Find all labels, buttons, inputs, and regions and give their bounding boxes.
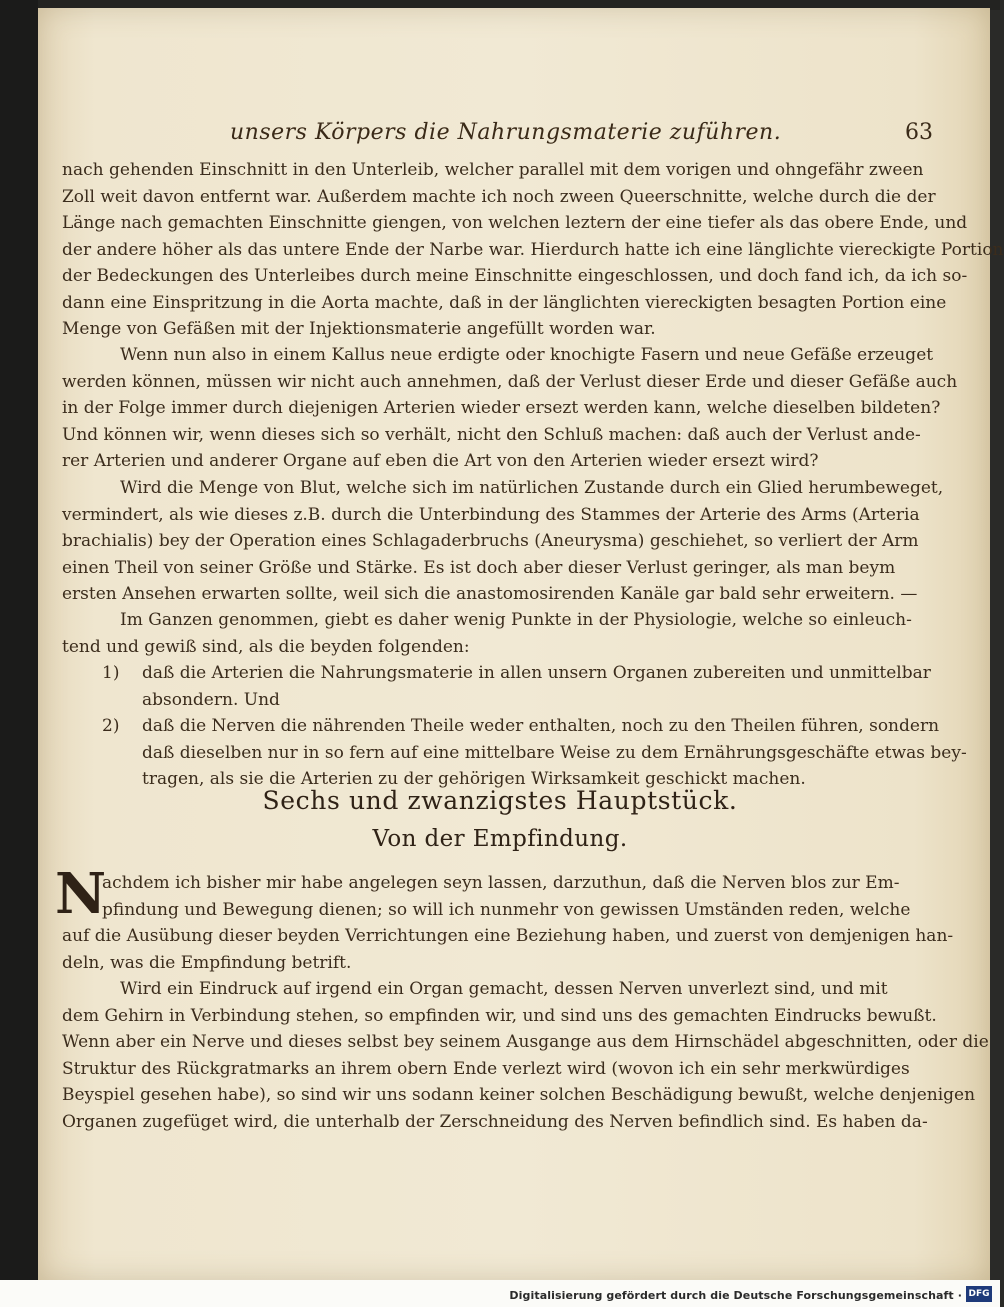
text-line: daß die Nerven die nährenden Theile weder enthalten, noch zu den Theilen führen, sondern xyxy=(142,716,940,736)
text-line: Wenn aber ein Nerve und dieses selbst bey seinem Ausgange aus dem Hirnschädel abgeschnitten, oder die xyxy=(62,1032,989,1052)
text-line: vermindert, als wie dieses z.B. durch die Unterbindung des Stammes der Arterie des Arms (Arteria xyxy=(62,504,920,525)
text-line: Menge von Gefäßen mit der Injektionsmaterie angefüllt worden war. xyxy=(62,319,656,339)
running-head: unsers Körpers die Nahrungsmaterie zuführen. xyxy=(230,120,782,145)
paragraph-intro xyxy=(62,870,954,976)
text-line: Zoll weit davon entfernt war. Außerdem machte ich noch zween Queerschnitte, welche durch die der xyxy=(62,186,936,207)
text-line: Struktur des Rückgratmarks an ihrem obern Ende verlezt wird (wovon ich ein sehr merkwürdiges xyxy=(62,1058,910,1079)
text-line: auf die Ausübung dieser beyden Verrichtungen eine Beziehung haben, und zuerst von demjenigen han- xyxy=(62,926,954,946)
text-line: Wenn nun also in einem Kallus neue erdigte oder knochigte Fasern und neue Gefäße erzeuget xyxy=(120,345,934,365)
text-line: einen Theil von seiner Größe und Stärke. Es ist doch aber dieser Verlust geringer, als man beym xyxy=(62,557,896,578)
paragraph-impression xyxy=(62,976,989,1135)
text-line: deln, was die Empfindung betrift. xyxy=(62,952,352,973)
text-line: dann eine Einspritzung in die Aorta machte, daß in der länglichten viereckigten besagten Portion eine xyxy=(62,292,947,313)
chapter-subtitle: Von der Empfindung. xyxy=(372,826,628,852)
text-line: Beyspiel gesehen habe), so sind wir uns sodann keiner solchen Beschädigung bewußt, welche denjenigen xyxy=(62,1085,976,1105)
text-line: ersten Ansehen erwarten sollte, weil sich die anastomosirenden Kanäle gar bald sehr erweitern. — xyxy=(62,584,918,604)
text-line: tragen, als sie die Arterien zu der gehörigen Wirksamkeit geschickt machen. xyxy=(142,769,806,789)
chapter-title: Sechs und zwanzigstes Hauptstück. xyxy=(262,786,738,815)
list-number: 2) xyxy=(102,716,120,736)
text-line: der andere höher als das untere Ende der Narbe war. Hierdurch hatte ich eine länglichte viereckigte Portion xyxy=(62,239,1004,260)
text-line: daß dieselben nur in so fern auf eine mittelbare Weise zu dem Ernährungsgeschäfte etwas bey- xyxy=(142,742,967,763)
drop-cap: N xyxy=(55,861,107,927)
text-line: rer Arterien und anderer Organe auf eben die Art von den Arterien wieder ersezt wird? xyxy=(62,451,819,471)
text-line: Wird die Menge von Blut, welche sich im natürlichen Zustande durch ein Glied herumbeweget, xyxy=(120,478,944,498)
text-line: daß die Arterien die Nahrungsmaterie in allen unsern Organen zubereiten und unmittelbar xyxy=(142,663,931,683)
text-line: achdem ich bisher mir habe angelegen seyn lassen, darzuthun, daß die Nerven blos zur Em- xyxy=(102,873,900,893)
text-line: tend und gewiß sind, als die beyden folgenden: xyxy=(62,636,470,657)
text-line: dem Gehirn in Verbindung stehen, so empfinden wir, und sind uns des gemachten Eindrucks bewußt. xyxy=(62,1005,937,1026)
text-line: brachialis) bey der Operation eines Schlagaderbruchs (Aneurysma) geschiehet, so verliert der Arm xyxy=(62,531,919,551)
text-line: der Bedeckungen des Unterleibes durch meine Einschnitte eingeschlossen, und doch fand ich, da ich so- xyxy=(62,266,968,286)
paragraph-continuation xyxy=(62,157,1004,343)
text-line: Organen zugefüget wird, die unterhalb der Zerschneidung des Nerven befindlich sind. Es haben da- xyxy=(62,1111,928,1132)
scan-frame-left xyxy=(0,0,38,1307)
list-item xyxy=(62,713,940,740)
dfg-logo: DFG xyxy=(966,1286,992,1302)
text-line: Länge nach gemachten Einschnitte giengen, von welchen leztern der eine tiefer als das obere Ende, und xyxy=(62,213,968,233)
funding-credit: Digitalisierung gefördert durch die Deutsche Forschungsgemeinschaft · xyxy=(509,1289,962,1302)
text-line: nach gehenden Einschnitt in den Unterleib, welcher parallel mit dem vorigen und ohngefähr zween xyxy=(62,160,924,180)
text-line: Im Ganzen genommen, giebt es daher wenig Punkte in der Physiologie, welche so einleuch- xyxy=(120,610,912,630)
text-line: Und können wir, wenn dieses sich so verhält, nicht den Schluß machen: daß auch der Verlust ande- xyxy=(62,424,921,445)
list-item xyxy=(62,660,931,687)
text-line: werden können, müssen wir nicht auch annehmen, daß der Verlust dieser Erde und dieser Gefäße auch xyxy=(62,371,958,392)
list-number: 1) xyxy=(102,663,120,683)
numbered-list xyxy=(62,660,967,793)
text-line: Wird ein Eindruck auf irgend ein Organ gemacht, dessen Nerven unverlezt sind, und mit xyxy=(120,979,888,999)
page-number: 63 xyxy=(905,120,933,145)
paragraph-kallus xyxy=(62,342,958,475)
paragraph-summary xyxy=(62,607,912,660)
text-line: pfindung und Bewegung dienen; so will ich nunmehr von gewissen Umständen reden, welche xyxy=(102,899,911,920)
paragraph-blood xyxy=(62,475,944,608)
text-line: absondern. Und xyxy=(142,689,280,710)
text-line: in der Folge immer durch diejenigen Arterien wieder ersezt werden kann, welche dieselben bildeten? xyxy=(62,398,941,418)
